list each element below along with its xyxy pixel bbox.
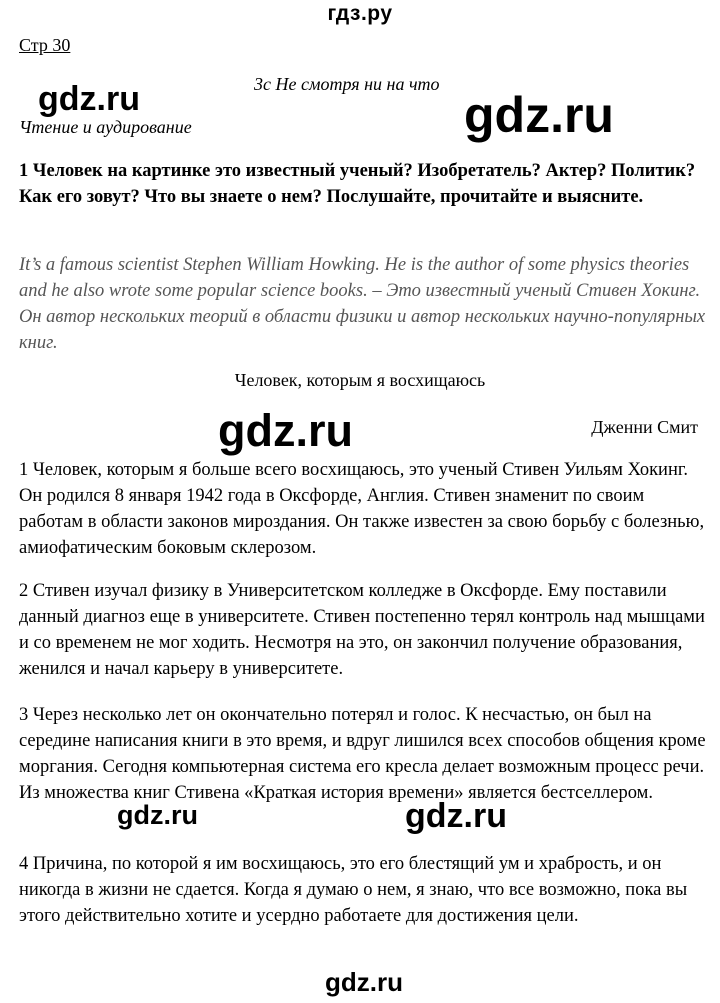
page-number: Стр 30	[19, 35, 71, 55]
essay-title: Человек, которым я восхищаюсь	[234, 370, 486, 390]
watermark: gdz.ru	[117, 800, 198, 830]
task-question: 1 Человек на картинке это известный ученый? Изобретатель? Актер? Политик? Как его зовут? Что вы знаете о нем? Послушайте, прочитайте и выясните.	[19, 161, 696, 207]
site-header: гдз.ру	[327, 2, 393, 25]
essay-author: Дженни Смит	[591, 417, 698, 437]
essay-paragraph-1: 1 Человек, которым я больше всего восхищаюсь, это ученый Стивен Уильям Хокинг. Он родился 8 января 1942 года в Оксфорде, Англия. Стивен знаменит по своим работам в области законов мироздания. Он также известен за свою борьбу с болезнью, амиофатическим боковым склерозом.	[19, 460, 705, 558]
watermark: gdz.ru	[38, 80, 140, 118]
section-type: Чтение и аудирование	[19, 117, 192, 137]
watermark: gdz.ru	[325, 967, 403, 997]
essay-paragraph-4: 4 Причина, по которой я им восхищаюсь, это его блестящий ум и храбрость, и он никогда в жизни не сдается. Когда я думаю о нем, я знаю, что все возможно, пока вы этого действительно хотите и усердно работаете для достижения цели.	[19, 854, 688, 926]
watermark: gdz.ru	[405, 797, 507, 835]
watermark: gdz.ru	[218, 405, 353, 456]
watermark: gdz.ru	[464, 87, 614, 143]
essay-paragraph-2: 2 Стивен изучал физику в Университетском колледже в Оксфорде. Ему поставили данный диагноз еще в университете. Стивен постепенно терял контроль над мышцами и со временем не мог ходить. Несмотря на это, он закончил получение образования, женился и начал карьеру в университете.	[19, 581, 705, 679]
section-subtitle: 3c Не смотря ни на что	[254, 74, 440, 94]
essay-paragraph-3: 3 Через несколько лет он окончательно потерял и голос. К несчастью, он был на середине написания книги в это время, и вдруг лишился всех способов общения кроме моргания. Сегодня компьютерная система его кресла делает возможным процесс речи. Из множества книг Стивена «Краткая история времени» является бестселлером.	[19, 705, 706, 803]
task-answer: It’s a famous scientist Stephen William Howking. He is the author of some physics theories and he also wrote some popular science books. – Это известный ученый Стивен Хокинг. Он автор нескольких теорий в области физики и автор нескольких научно-популярных книг.	[19, 255, 706, 353]
